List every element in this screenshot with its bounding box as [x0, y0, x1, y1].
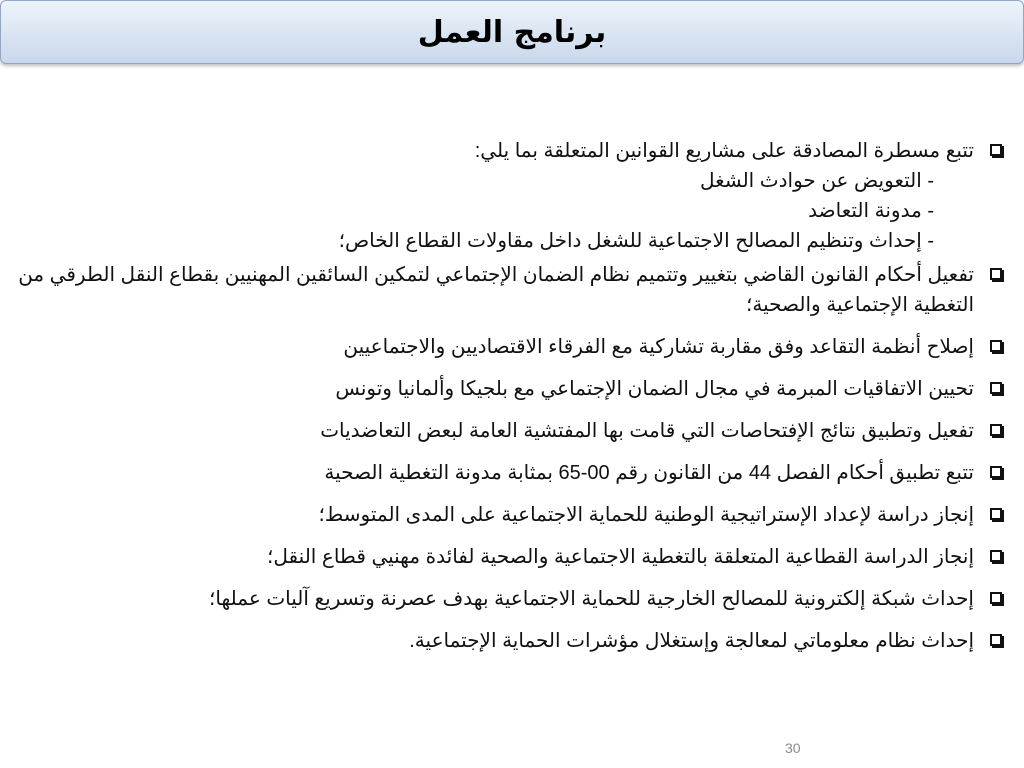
list-item	[6, 500, 974, 530]
item-text: إحداث نظام معلوماتي لمعالجة وإستغلال مؤشرات الحماية الإجتماعية.	[409, 630, 974, 652]
list-item	[6, 542, 974, 572]
list-item	[6, 416, 974, 446]
checkbox-bullet-icon	[990, 550, 1002, 562]
item-text: إنجاز دراسة لإعداد الإستراتيجية الوطنية للحماية الاجتماعية على المدى المتوسط؛	[318, 504, 974, 526]
item-text: تفعيل وتطبيق نتائج الإفتحاصات التي قامت بها المفتشية العامة لبعض التعاضديات	[320, 420, 974, 442]
checkbox-bullet-icon	[990, 508, 1002, 520]
page-title: برنامج العمل	[417, 14, 607, 50]
list-item	[6, 626, 974, 656]
list-item	[6, 374, 974, 404]
title-bar	[0, 0, 1024, 64]
list-item	[6, 136, 974, 256]
list-item	[6, 584, 974, 614]
item-text: تتبع مسطرة المصادقة على مشاريع القوانين المتعلقة بما يلي:	[474, 140, 974, 162]
item-text: تحيين الاتفاقيات المبرمة في مجال الضمان الإجتماعي مع بلجيكا وألمانيا وتونس	[335, 378, 974, 400]
item-text: إحداث شبكة إلكترونية للمصالح الخارجية للحماية الاجتماعية بهدف عصرنة وتسريع آليات عملها؛	[209, 588, 974, 610]
sub-item: - التعويض عن حوادث الشغل	[6, 166, 974, 196]
checkbox-bullet-icon	[990, 466, 1002, 478]
checkbox-bullet-icon	[990, 268, 1002, 280]
item-text: إنجاز الدراسة القطاعية المتعلقة بالتغطية الاجتماعية والصحية لفائدة مهنيي قطاع النقل؛	[267, 546, 974, 568]
bullet-list	[6, 136, 974, 656]
list-item	[6, 260, 974, 320]
checkbox-bullet-icon	[990, 424, 1002, 436]
checkbox-bullet-icon	[990, 634, 1002, 646]
item-text: تفعيل أحكام القانون القاضي بتغيير وتتميم نظام الضمان الإجتماعي لتمكين السائقين المهنيين بقطاع النقل الطرقي من التغطية الإجتماعية والصحية؛	[18, 264, 974, 316]
checkbox-bullet-icon	[990, 592, 1002, 604]
item-text: إصلاح أنظمة التقاعد وفق مقاربة تشاركية مع الفرقاء الاقتصاديين والاجتماعيين	[343, 336, 974, 358]
sub-item: - مدونة التعاضد	[6, 196, 974, 226]
list-item	[6, 458, 974, 488]
page-number: 30	[785, 740, 801, 756]
list-item	[6, 332, 974, 362]
checkbox-bullet-icon	[990, 144, 1002, 156]
item-text: تتبع تطبيق أحكام الفصل 44 من القانون رقم 00-65 بمثابة مدونة التغطية الصحية	[324, 462, 974, 484]
checkbox-bullet-icon	[990, 382, 1002, 394]
sub-item: - إحداث وتنظيم المصالح الاجتماعية للشغل داخل مقاولات القطاع الخاص؛	[6, 226, 974, 256]
checkbox-bullet-icon	[990, 340, 1002, 352]
